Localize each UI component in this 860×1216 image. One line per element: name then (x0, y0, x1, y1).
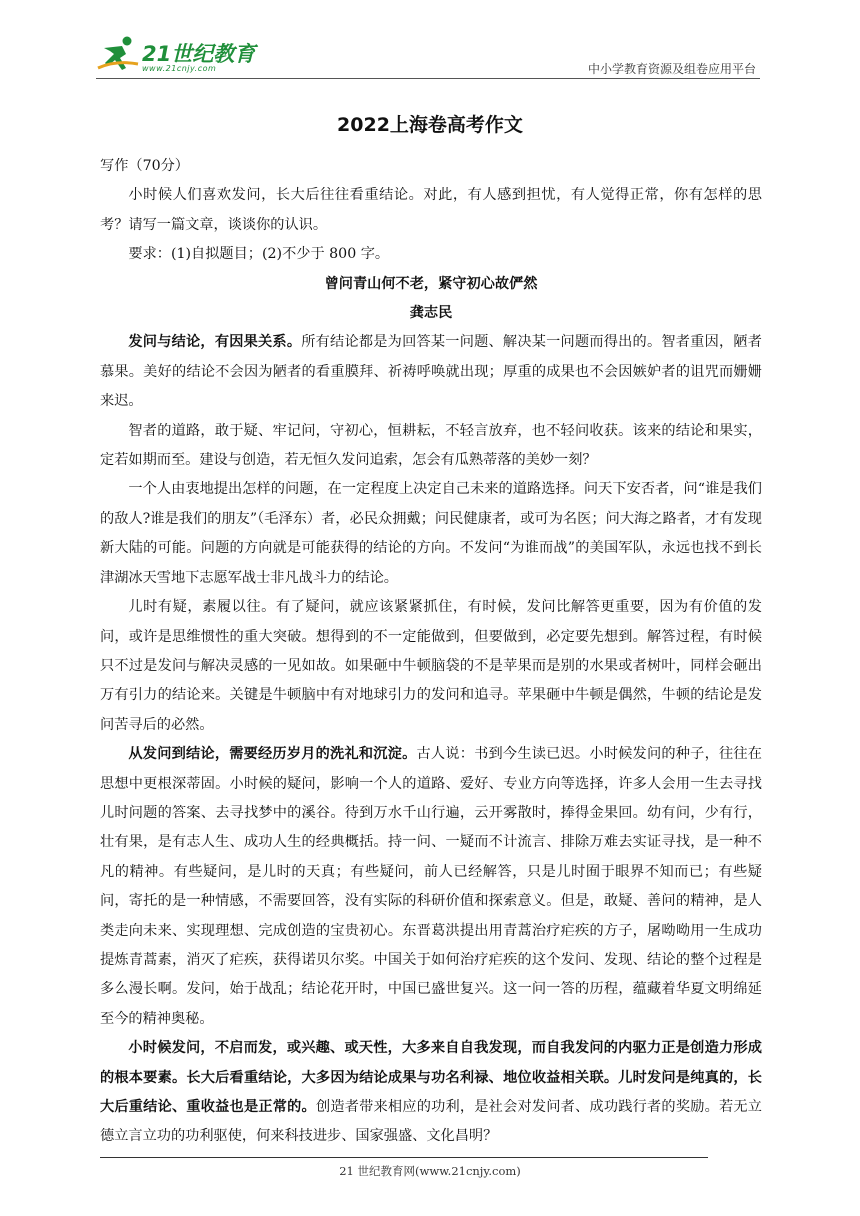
page-footer[interactable]: 21 世纪教育网(www.21cnjy.com) (339, 1164, 521, 1178)
paragraph-5-body: 古人说：书到今生读已迟。小时候发问的种子，往往在思想中更根深蒂固。小时候的疑问，影响一个人的道路、爱好、专业方向等选择，许多人会用一生去寻找儿时问题的答案、去寻找梦中的溪谷。待到万水千山行遍，云开雾散时，捧得金果回。幼有问，少有行，壮有果，是有志人生、成功人生的经典概括。持一问、一疑而不计流言、排除万难去实证寻找，是一种不凡的精神。有些疑问，是儿时的天真；有些疑问，前人已经解答，只是儿时囿于眼界不知而已；有些疑问，寄托的是一种情感，不需要回答，没有实际的科研价值和探索意义。但是，敢疑、善问的精神，是人类走向未来、实现理想、完成创造的宝贵初心。东晋葛洪提出用青蒿治疗疟疾的方子，屠呦呦用一生成功提炼青蒿素，消灭了疟疾，获得诺贝尔奖。中国关于如何治疗疟疾的这个发问、发现、结论的整个过程是多么漫长啊。发问，始于战乱；结论花开时，中国已盛世复兴。这一问一答的历程，蕴藏着华夏文明绵延至今的精神奥秘。 (100, 746, 762, 1027)
page-title: 2022上海卷高考作文 (337, 114, 523, 136)
document-body (100, 152, 762, 1152)
runner-logo-icon (96, 34, 140, 74)
logo-url: www.21cnjy.com (142, 64, 217, 73)
essay-paragraph-5 (100, 740, 762, 1034)
header-divider (96, 78, 760, 79)
footer-divider (100, 1157, 708, 1158)
platform-name: 中小学教育资源及组卷应用平台 (587, 62, 756, 76)
paragraph-1-body: 所有结论都是为回答某一问题、解决某一问题而得出的。智者重因，陋者慕果。美好的结论不会因为陋者的看重膜拜、祈祷呼唤就出现；厚重的成果也不会因嫉妒者的诅咒而姗姗来迟。 (100, 334, 762, 410)
prompt-label: 写作（70分） (100, 158, 189, 174)
paragraph-1-lead: 发问与结论，有因果关系。 (128, 334, 302, 351)
logo-text: 21世纪教育 (142, 42, 256, 66)
essay-paragraph-6 (100, 1034, 762, 1152)
essay-paragraph-3: 一个人由衷地提出怎样的问题，在一定程度上决定自己未来的道路选择。问天下安否者，问“谁是我们的敌人?谁是我们的朋友”（毛泽东）者，必民众拥戴；问民健康者，或可为名医；问大海之路者，才有发现新大陆的可能。问题的方向就是可能获得的结论的方向。不发问“为谁而战”的美国军队，永远也找不到长津湖冰天雪地下志愿军战士非凡战斗力的结论。 (100, 481, 762, 586)
essay-paragraph-4: 儿时有疑，素履以往。有了疑问，就应该紧紧抓住，有时候，发问比解答更重要，因为有价值的发问，或许是思维惯性的重大突破。想得到的不一定能做到，但要做到，必定要先想到。解答过程，有时候只不过是发问与解决灵感的一见如故。如果砸中牛顿脑袋的不是苹果而是别的水果或者树叶，同样会砸出万有引力的结论来。关键是牛顿脑中有对地球引力的发问和追寻。苹果砸中牛顿是偶然，牛顿的结论是发问苦寻后的必然。 (100, 599, 762, 733)
essay-author: 龚志民 (409, 305, 453, 322)
essay-title: 曾问青山何不老，紧守初心故俨然 (324, 275, 538, 292)
prompt-requirements: 要求：(1)自拟题目；(2)不少于 800 字。 (128, 246, 390, 263)
page-header (96, 34, 760, 80)
essay-paragraph-2: 智者的道路，敢于疑、牢记问，守初心，恒耕耘，不轻言放弃，也不轻问收获。该来的结论和果实，定若如期而至。建设与创造，若无恒久发问追索，怎会有瓜熟蒂落的美妙一刻？ (100, 422, 762, 469)
prompt-text: 小时候人们喜欢发问，长大后往往看重结论。对此，有人感到担忧，有人觉得正常，你有怎样的思考？请写一篇文章，谈谈你的认识。 (100, 187, 762, 233)
paragraph-6-lead: 小时候发问，不启而发，或兴趣、或天性，大多来自自我发现，而自我发问的内驱力正是创造力形成的根本要素。长大后看重结论，大多因为结论成果与功名利禄、地位收益相关联。儿时发问是纯真的，长大后重结论、重收益也是正常的。 (100, 1040, 762, 1115)
essay-paragraph-1 (100, 328, 762, 416)
paragraph-6-body: 创造者带来相应的功利，是社会对发问者、成功践行者的奖励。若无立德立言立功的功利驱使，何来科技进步、国家强盛、文化昌明？ (100, 1099, 762, 1145)
site-logo[interactable] (96, 34, 266, 78)
paragraph-5-lead: 从发问到结论，需要经历岁月的洗礼和沉淀。 (128, 746, 417, 763)
